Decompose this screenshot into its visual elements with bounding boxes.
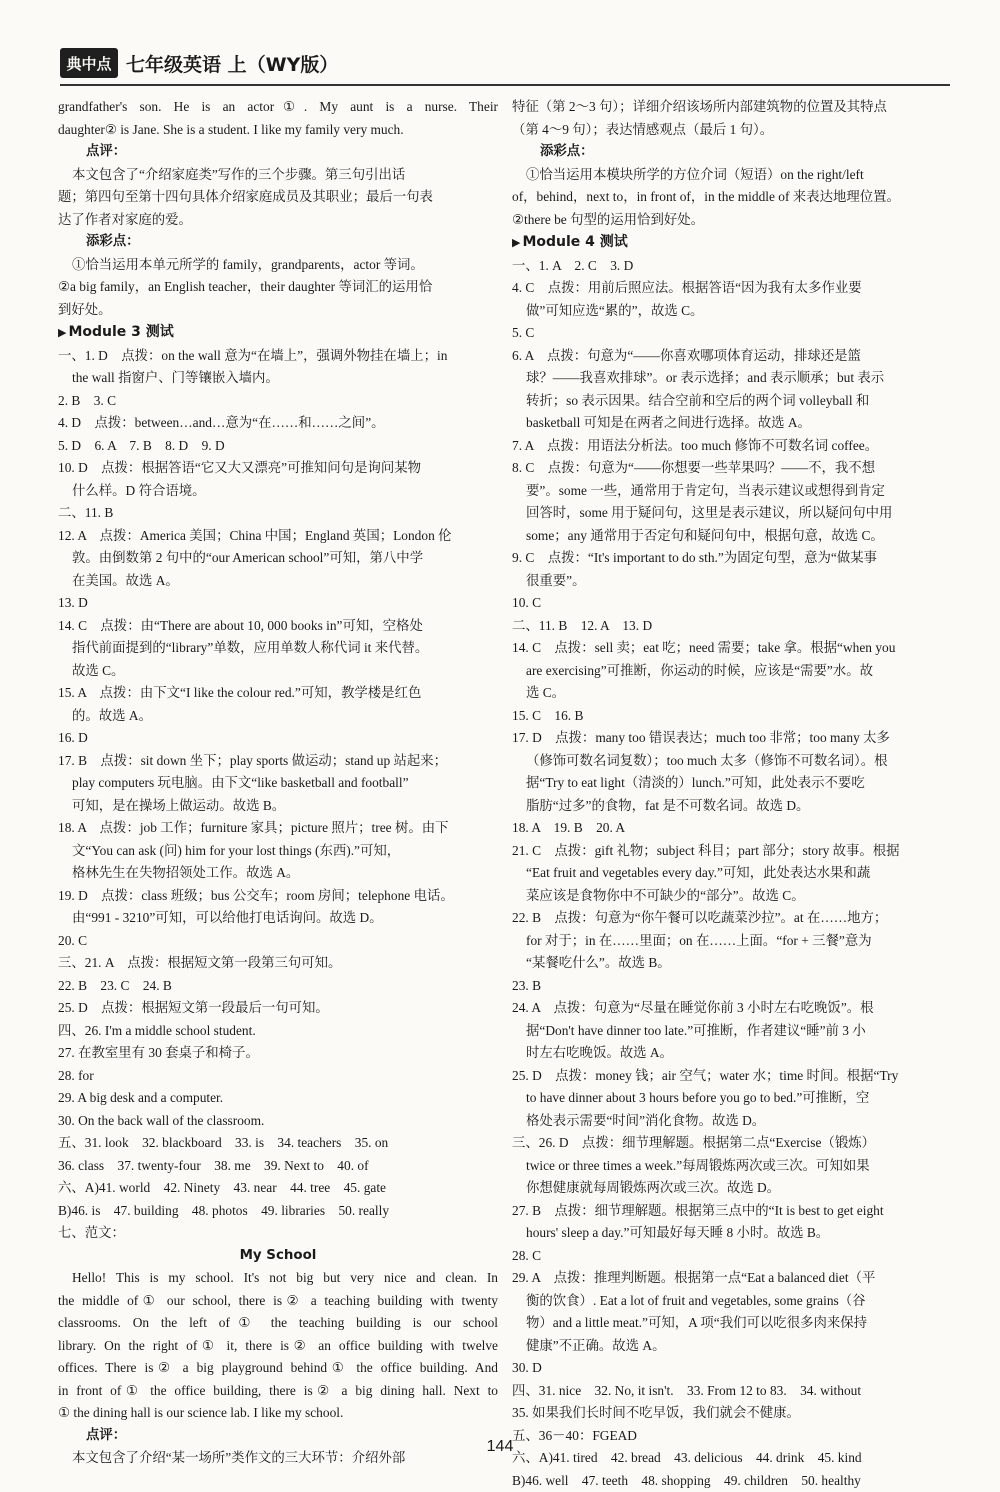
text-line <box>512 952 952 975</box>
line-text: 30. On the back wall of the classroom. <box>58 1113 264 1128</box>
line-text: 28. C <box>512 1248 541 1263</box>
line-text: 5. D 6. A 7. B 8. D 9. D <box>58 438 225 453</box>
text-line <box>58 1200 498 1223</box>
text-line <box>512 209 952 232</box>
text-line <box>512 1155 952 1178</box>
line-text: Hello! This is my school. It's not big but very nice and clean. In <box>72 1270 498 1285</box>
line-text: 二、11. B 12. A 13. D <box>512 618 652 633</box>
text-line <box>58 795 498 818</box>
line-text: 8. C 点拨：句意为“——你想要一些苹果吗？——不，我不想 <box>512 460 875 475</box>
text-line <box>512 1110 952 1133</box>
line-text: 12. A 点拨：America 美国；China 中国；England 英国；London 伦 <box>58 528 452 543</box>
line-text: 7. A 点拨：用语法分析法。too much 修饰不可数名词 coffee。 <box>512 438 878 453</box>
line-text: B)46. well 47. teeth 48. shopping 49. children 50. healthy <box>512 1473 861 1488</box>
line-text: 23. B <box>512 978 541 993</box>
text-line <box>512 1470 952 1492</box>
line-text: 9. C 点拨：“It's important to do sth.”为固定句型，意为“做某事 <box>512 550 877 565</box>
text-line <box>512 840 952 863</box>
line-text: 30. D <box>512 1360 542 1375</box>
text-line <box>512 164 952 187</box>
text-line <box>512 1087 952 1110</box>
line-text: 17. B 点拨：sit down 坐下；play sports 做运动；stand up 站起来； <box>58 753 447 768</box>
line-text: 点评： <box>86 144 126 159</box>
text-line <box>512 1065 952 1088</box>
line-text: 六、A)41. tired 42. bread 43. delicious 44. drink 45. kind <box>512 1450 862 1465</box>
text-line <box>58 1065 498 1088</box>
text-line <box>512 975 952 998</box>
line-text: the middle of① our school, there is② a teaching building with twenty <box>58 1293 498 1308</box>
line-text: 19. D 点拨：class 班级；bus 公交车；room 房间；telephone 电话。 <box>58 888 454 903</box>
text-line <box>512 1267 952 1290</box>
text-line <box>58 660 498 683</box>
line-text: 27. 在教室里有 30 套桌子和椅子。 <box>58 1045 259 1060</box>
line-text: to have dinner about 3 hours before you go to bed.”可推断，空 <box>526 1090 869 1105</box>
header-divider <box>60 84 950 86</box>
text-line <box>58 570 498 593</box>
section-heading <box>58 321 498 345</box>
text-line <box>58 885 498 908</box>
line-text: （第 4～9 句）；表达情感观点（最后 1 句）。 <box>512 122 773 137</box>
line-text: 指代前面提到的“library”单数，应用单数人称代词 it 来代替。 <box>72 640 428 655</box>
line-text: 达了作者对家庭的爱。 <box>58 212 192 227</box>
line-text: 五、36－40：FGEAD <box>512 1428 637 1443</box>
line-text: 14. C 点拨：sell 卖；eat 吃；need 需要；take 拿。根据“when you <box>512 640 895 655</box>
line-text: “某餐吃什么”。故选 B。 <box>526 955 671 970</box>
line-text: 35. 如果我们长时间不吃早饭，我们就会不健康。 <box>512 1405 800 1420</box>
line-text: 25. D 点拨：money 钱；air 空气；water 水；time 时间。根据“Try <box>512 1068 898 1083</box>
text-line <box>512 1200 952 1223</box>
line-text: 16. D <box>58 730 88 745</box>
line-text: ① the dining hall is our science lab. I like my school. <box>58 1405 343 1420</box>
text-line <box>58 952 498 975</box>
text-line <box>58 997 498 1020</box>
text-line <box>58 367 498 390</box>
line-text: ①恰当运用本模块所学的方位介词（短语）on the right/left <box>526 167 864 182</box>
line-text: 添彩点： <box>86 234 140 249</box>
line-text: B)46. is 47. building 48. photos 49. libraries 50. really <box>58 1203 389 1218</box>
text-line <box>58 862 498 885</box>
text-line <box>512 547 952 570</box>
line-text: 五、31. look 32. blackboard 33. is 34. teachers 35. on <box>58 1135 388 1150</box>
text-line <box>512 1132 952 1155</box>
line-text: Module 3 测试 <box>68 324 173 340</box>
text-line <box>512 1290 952 1313</box>
line-text: 17. D 点拨：many too 错误表达；much too 非常；too many 太多 <box>512 730 890 745</box>
line-text: 2. B 3. C <box>58 393 116 408</box>
line-text: “Eat fruit and vegetables every day.”可知，此处表达水果和蔬 <box>526 865 870 880</box>
line-text: the wall 指窗户、门等镶嵌入墙内。 <box>72 370 279 385</box>
line-text: 14. C 点拨：由“There are about 10, 000 books in”可知，空格处 <box>58 618 423 633</box>
line-text: 27. B 点拨：细节理解题。根据第三点中的“It is best to get eight <box>512 1203 884 1218</box>
line-text: library. On the right of① it, there is② an office building with twelve <box>58 1338 498 1353</box>
line-text: 格林先生在失物招领处工作。故选 A。 <box>72 865 299 880</box>
line-text: some；any 通常用于否定句和疑问句中，根据句意，故选 C。 <box>526 528 884 543</box>
line-text: 10. C <box>512 595 541 610</box>
line-text: （修饰可数名词复数）；too much 太多（修饰不可数名词）。根 <box>526 753 888 768</box>
text-line <box>58 502 498 525</box>
line-text: basketball 可知是在两者之间进行选择。故选 A。 <box>526 415 811 430</box>
text-line <box>58 141 498 164</box>
text-line <box>58 390 498 413</box>
text-line <box>58 186 498 209</box>
line-text: 15. A 点拨：由下文“I like the colour red.”可知，教学楼是红色 <box>58 685 421 700</box>
line-text: in front of① the office building, there is② a big dining hall. Next to <box>58 1383 498 1398</box>
text-line <box>512 1335 952 1358</box>
text-line <box>512 525 952 548</box>
section-heading <box>512 231 952 255</box>
line-text: 很重要”。 <box>526 573 586 588</box>
text-line <box>58 637 498 660</box>
text-line <box>512 907 952 930</box>
line-text: 到好处。 <box>58 302 112 317</box>
text-line <box>58 705 498 728</box>
line-text: 28. for <box>58 1068 94 1083</box>
text-line <box>58 1177 498 1200</box>
line-text: are exercising”可推断，你运动的时候，应该是“需要”水。故 <box>526 663 873 678</box>
text-line <box>512 96 952 119</box>
line-text: 13. D <box>58 595 88 610</box>
line-text: 本文包含了介绍“某一场所”类作文的三大环节：介绍外部 <box>72 1450 405 1465</box>
text-line <box>512 637 952 660</box>
line-text: play computers 玩电脑。由下文“like basketball and football” <box>72 775 409 790</box>
text-line <box>58 345 498 368</box>
text-line <box>58 435 498 458</box>
text-line <box>58 1267 498 1290</box>
text-line <box>58 727 498 750</box>
line-text: 时左右吃晚饭。故选 A。 <box>526 1045 673 1060</box>
text-line <box>512 570 952 593</box>
text-line <box>58 1290 498 1313</box>
line-text: 脂肪“过多”的食物，fat 是不可数名词。故选 D。 <box>526 798 809 813</box>
text-line <box>58 1245 498 1268</box>
text-line <box>512 1380 952 1403</box>
text-line <box>512 1245 952 1268</box>
text-line <box>58 209 498 232</box>
line-text: 添彩点： <box>540 144 594 159</box>
text-line <box>512 1357 952 1380</box>
line-text: 题；第四句至第十四句具体介绍家庭成员及其职业；最后一句表 <box>58 189 433 204</box>
line-text: 特征（第 2～3 句）；详细介绍该场所内部建筑物的位置及其特点 <box>512 99 887 114</box>
line-text: 故选 C。 <box>72 663 124 678</box>
text-line <box>58 164 498 187</box>
line-text: 三、26. D 点拨：细节理解题。根据第二点“Exercise（锻炼） <box>512 1135 875 1150</box>
line-text: twice or three times a week.”每周锻炼两次或三次。可知如果 <box>526 1158 870 1173</box>
line-text: for 对于；in 在……里面；on 在……上面。“for + 三餐”意为 <box>526 933 872 948</box>
line-text: 一、1. D 点拨：on the wall 意为“在墙上”，强调外物挂在墙上；in <box>58 348 447 363</box>
text-line <box>58 254 498 277</box>
text-line <box>58 1042 498 1065</box>
text-line <box>58 592 498 615</box>
line-text: 你想健康就每周锻炼两次或三次。故选 D。 <box>526 1180 780 1195</box>
line-text: 29. A 点拨：推理判断题。根据第一点“Eat a balanced diet（平 <box>512 1270 875 1285</box>
line-text: 六、A)41. world 42. Ninety 43. near 44. tree 45. gate <box>58 1180 386 1195</box>
text-line <box>58 547 498 570</box>
text-line <box>512 592 952 615</box>
line-text: 健康”不正确。故选 A。 <box>526 1338 665 1353</box>
text-line <box>512 119 952 142</box>
text-line <box>512 1312 952 1335</box>
line-text: 22. B 23. C 24. B <box>58 978 172 993</box>
text-line <box>58 96 498 119</box>
text-line <box>512 795 952 818</box>
line-text: 20. C <box>58 933 87 948</box>
line-text: ②a big family，an English teacher，their daughter 等词汇的运用恰 <box>58 279 432 294</box>
text-line <box>512 885 952 908</box>
line-text: ②there be 句型的运用恰到好处。 <box>512 212 704 227</box>
text-line <box>58 231 498 254</box>
line-text: 三、21. A 点拨：根据短文第一段第三句可知。 <box>58 955 341 970</box>
text-line <box>58 817 498 840</box>
book-title: 七年级英语 上（WY版） <box>126 50 338 77</box>
line-text: ①恰当运用本单元所学的 family，grandparents，actor 等词。 <box>72 257 424 272</box>
line-text: 格处表示需要“时间”消化食物。故选 D。 <box>526 1113 765 1128</box>
text-line <box>512 705 952 728</box>
line-text: 四、31. nice 32. No, it isn't. 33. From 12 to 83. 34. without <box>512 1383 861 1398</box>
text-line <box>512 322 952 345</box>
text-line <box>512 1222 952 1245</box>
line-text: 15. C 16. B <box>512 708 583 723</box>
text-line <box>58 299 498 322</box>
right-column <box>512 96 952 1492</box>
text-line <box>512 412 952 435</box>
line-text: 22. B 点拨：句意为“你午餐可以吃蔬菜沙拉”。at 在……地方； <box>512 910 887 925</box>
text-line <box>58 119 498 142</box>
line-text: 敦。由倒数第 2 句中的“our American school”可知，第八中学 <box>72 550 423 565</box>
text-line <box>512 930 952 953</box>
text-line <box>512 367 952 390</box>
text-line <box>58 907 498 930</box>
text-line <box>512 615 952 638</box>
text-line <box>58 1020 498 1043</box>
text-line <box>58 276 498 299</box>
text-line <box>512 750 952 773</box>
text-line <box>58 975 498 998</box>
line-text: 6. A 点拨：句意为“——你喜欢哪项体育运动，排球还是篮 <box>512 348 861 363</box>
text-line <box>58 480 498 503</box>
text-line <box>512 186 952 209</box>
line-text: 回答时，some 用于疑问句，这里是表示建议，所以疑问句中用 <box>526 505 892 520</box>
line-text: 物）and a little meat.”可知，A 项“我们可以吃很多肉来保持 <box>526 1315 867 1330</box>
line-text: 球？——我喜欢排球”。or 表示选择；and 表示顺承；but 表示 <box>526 370 884 385</box>
line-text: offices. There is② a big playground behind① the office building. And <box>58 1360 498 1375</box>
text-line <box>512 1402 952 1425</box>
line-text: 菜应该是食物你中不可缺少的“部分”。故选 C。 <box>526 888 805 903</box>
line-text: 衡的饮食）. Eat a lot of fruit and vegetables, some grains（谷 <box>526 1293 866 1308</box>
line-text: 据“Don't have dinner too late.”可推断，作者建议“睡”前 3 小 <box>526 1023 866 1038</box>
page-header <box>60 48 338 78</box>
text-line <box>512 817 952 840</box>
text-line <box>58 840 498 863</box>
text-line <box>58 457 498 480</box>
brand-logo: 典中点 <box>60 48 118 78</box>
text-line <box>512 435 952 458</box>
line-text: 4. C 点拨：用前后照应法。根据答语“因为我有太多作业要 <box>512 280 862 295</box>
text-line <box>512 457 952 480</box>
line-text: 在美国。故选 A。 <box>72 573 179 588</box>
line-text: 据“Try to eat light（清淡的）lunch.”可知，此处表示不要吃 <box>526 775 865 790</box>
text-line <box>512 727 952 750</box>
text-line <box>58 615 498 638</box>
line-text: My School <box>240 1248 317 1263</box>
line-text: 点评： <box>86 1428 126 1443</box>
line-text: 本文包含了“介绍家庭类”写作的三个步骤。第三句引出话 <box>72 167 405 182</box>
line-text: 4. D 点拨：between…and…意为“在……和……之间”。 <box>58 415 385 430</box>
text-line <box>512 1177 952 1200</box>
text-line <box>58 1357 498 1380</box>
text-line <box>58 1155 498 1178</box>
line-text: grandfather's son. He is an actor①. My aunt is a nurse. Their <box>58 99 498 114</box>
line-text: 5. C <box>512 325 534 340</box>
text-line <box>512 1020 952 1043</box>
line-text: 可知，是在操场上做运动。故选 B。 <box>72 798 285 813</box>
text-line <box>512 255 952 278</box>
line-text: 18. A 19. B 20. A <box>512 820 625 835</box>
line-text: daughter② is Jane. She is a student. I like my family very much. <box>58 122 404 137</box>
text-line <box>58 1087 498 1110</box>
text-line <box>58 1110 498 1133</box>
text-line <box>512 480 952 503</box>
text-line <box>58 1402 498 1425</box>
line-text: 二、11. B <box>58 505 113 520</box>
line-text: 文“You can ask (问) him for your lost things (东西).”可知， <box>72 843 400 858</box>
text-line <box>512 345 952 368</box>
line-text: 18. A 点拨：job 工作；furniture 家具；picture 照片；tree 树。由下 <box>58 820 449 835</box>
triangle-icon: ▶ <box>58 326 66 339</box>
line-text: 一、1. A 2. C 3. D <box>512 258 633 273</box>
left-column <box>58 96 498 1470</box>
text-line <box>58 682 498 705</box>
text-line <box>58 930 498 953</box>
text-line <box>512 141 952 164</box>
line-text: 选 C。 <box>526 685 565 700</box>
line-text: 要”。some 一些，通常用于肯定句，当表示建议或想得到肯定 <box>526 483 885 498</box>
triangle-icon: ▶ <box>512 236 520 249</box>
text-line <box>512 390 952 413</box>
text-line <box>58 772 498 795</box>
text-line <box>58 1312 498 1335</box>
text-line <box>58 1132 498 1155</box>
text-line <box>58 750 498 773</box>
page-number: 144 <box>0 1438 1000 1456</box>
line-text: 29. A big desk and a computer. <box>58 1090 223 1105</box>
text-line <box>512 997 952 1020</box>
line-text: classrooms. On the left of① the teaching building is our school <box>58 1315 498 1330</box>
line-text: 四、26. I'm a middle school student. <box>58 1023 256 1038</box>
text-line <box>512 682 952 705</box>
line-text: hours' sleep a day.”可知最好每天睡 8 小时。故选 B。 <box>526 1225 829 1240</box>
text-line <box>512 502 952 525</box>
text-line <box>58 1380 498 1403</box>
text-line <box>512 277 952 300</box>
line-text: 10. D 点拨：根据答语“它又大又漂亮”可推知问句是询问某物 <box>58 460 421 475</box>
line-text: 什么样。D 符合语境。 <box>72 483 206 498</box>
text-line <box>58 412 498 435</box>
line-text: 21. C 点拨：gift 礼物；subject 科目；part 部分；story 故事。根据 <box>512 843 900 858</box>
line-text: 36. class 37. twenty-four 38. me 39. Next to 40. of <box>58 1158 369 1173</box>
text-line <box>58 525 498 548</box>
line-text: Module 4 测试 <box>522 234 627 250</box>
line-text: 由“991 - 3210”可知，可以给他打电话询问。故选 D。 <box>72 910 383 925</box>
text-line <box>512 862 952 885</box>
line-text: of，behind，next to，in front of，in the middle of 来表达地理位置。 <box>512 189 900 204</box>
text-line <box>58 1222 498 1245</box>
line-text: 24. A 点拨：句意为“尽量在睡觉你前 3 小时左右吃晚饭”。根 <box>512 1000 874 1015</box>
text-line <box>58 1335 498 1358</box>
line-text: 转折；so 表示因果。结合空前和空后的两个词 volleyball 和 <box>526 393 869 408</box>
text-line <box>512 300 952 323</box>
line-text: 做”可知应选“累的”，故选 C。 <box>526 303 703 318</box>
line-text: 的。故选 A。 <box>72 708 152 723</box>
text-line <box>512 772 952 795</box>
text-line <box>512 660 952 683</box>
line-text: 七、范文： <box>58 1225 125 1240</box>
text-line <box>512 1042 952 1065</box>
line-text: 25. D 点拨：根据短文第一段最后一句可知。 <box>58 1000 329 1015</box>
